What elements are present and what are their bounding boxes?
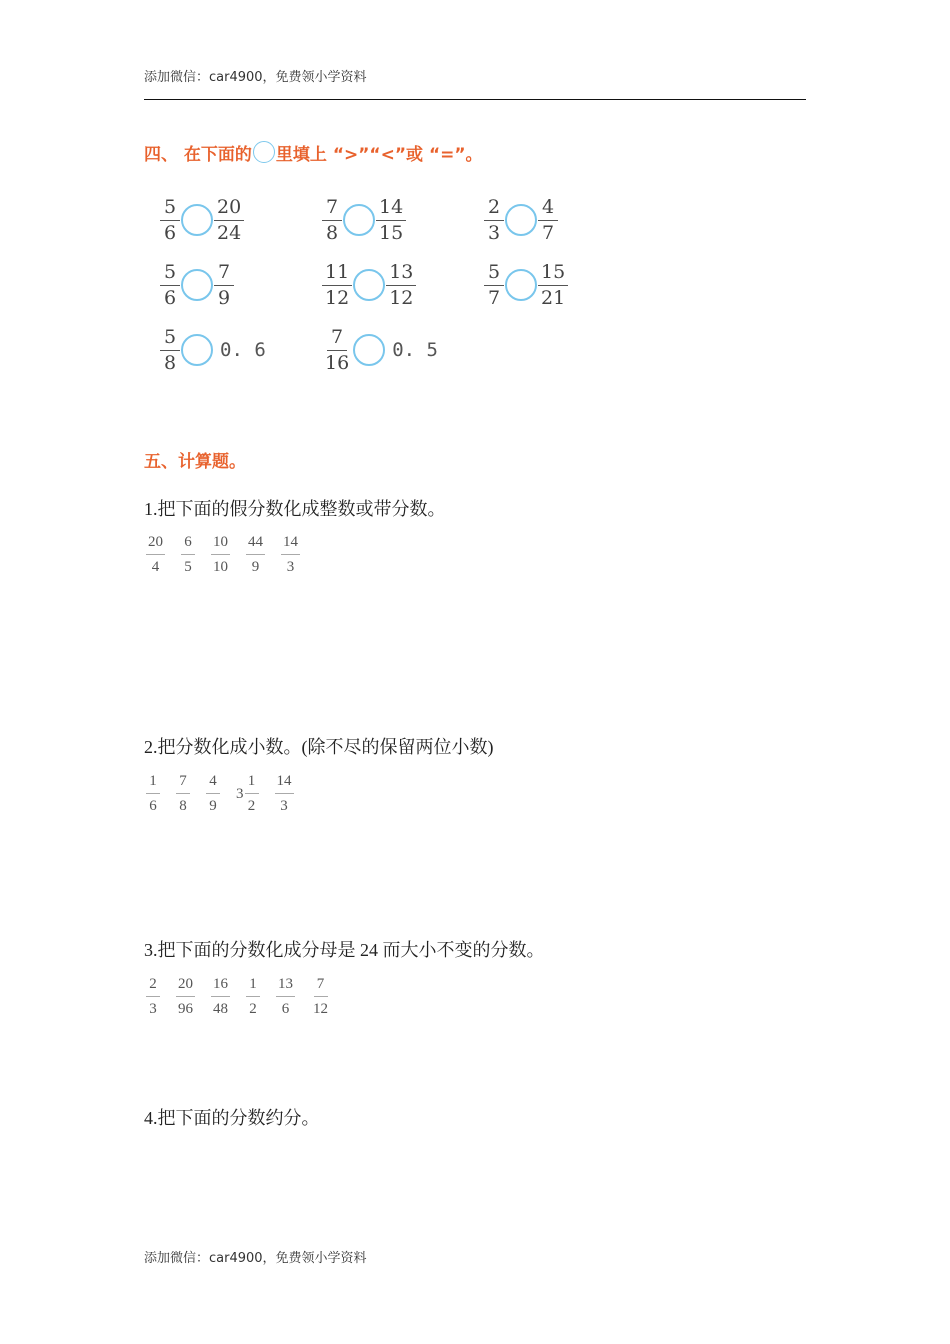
- fraction-right: $\frac{7}{9}$: [214, 263, 234, 308]
- fraction: $\frac{20}{4}$: [148, 534, 163, 575]
- compare-item: [322, 324, 438, 376]
- answer-circle[interactable]: [181, 204, 213, 236]
- fraction: $\frac{44}{9}$: [248, 534, 263, 575]
- answer-circle[interactable]: [505, 269, 537, 301]
- answer-circle[interactable]: [353, 269, 385, 301]
- fraction-right: $\frac{20}{24}$: [214, 198, 244, 243]
- compare-item: [322, 259, 416, 311]
- fraction: $\frac{14}{3}$: [276, 773, 292, 814]
- problem-3-text: 3.把下面的分数化成分母是 24 而大小不变的分数。: [144, 940, 545, 960]
- fraction-left: $\frac{7}{16}$: [325, 325, 350, 374]
- section-5-title: 五、计算题。: [144, 452, 246, 472]
- fraction-right: $\frac{4}{7}$: [538, 198, 558, 243]
- fraction-left: $\frac{11}{12}$: [322, 263, 352, 308]
- fraction: $\frac{1}{6}$: [146, 774, 160, 814]
- section-4-title-part1: 四、 在下面的: [144, 145, 252, 165]
- answer-circle[interactable]: [181, 334, 213, 366]
- header-text: 添加微信：car4900，免费领小学资料: [144, 70, 367, 85]
- fraction-left: $\frac{7}{8}$: [322, 198, 342, 243]
- compare-item: [484, 194, 558, 246]
- fraction: $\frac{10}{10}$: [213, 534, 228, 575]
- fraction: $\frac{14}{3}$: [283, 534, 298, 575]
- fraction: $\frac{20}{96}$: [178, 976, 193, 1017]
- fraction: $\frac{1}{2}$: [245, 774, 259, 814]
- compare-item: [160, 259, 234, 311]
- fraction-left: $\frac{2}{3}$: [484, 198, 504, 243]
- header-divider: [144, 99, 806, 100]
- fraction: $\frac{7}{12}$: [313, 976, 328, 1017]
- problem-4-text: 4.把下面的分数约分。: [144, 1108, 320, 1128]
- fraction-right: $\frac{14}{15}$: [376, 198, 406, 243]
- answer-circle[interactable]: [181, 269, 213, 301]
- fraction-right: $\frac{13}{12}$: [386, 263, 416, 308]
- problem-1-text: 1.把下面的假分数化成整数或带分数。: [144, 499, 446, 519]
- compare-item: [322, 194, 406, 246]
- section-4-title: [144, 140, 483, 165]
- problem-2-text: 2.把分数化成小数。(除不尽的保留两位小数): [144, 737, 494, 757]
- fraction-right: $\frac{15}{21}$: [538, 263, 568, 308]
- answer-circle[interactable]: [343, 204, 375, 236]
- fraction: $\frac{6}{5}$: [181, 535, 195, 575]
- compare-item: [160, 324, 266, 376]
- fraction: $\frac{1}{2}$: [246, 977, 260, 1017]
- fraction-left: $\frac{5}{7}$: [484, 263, 504, 308]
- circle-icon: [253, 141, 275, 163]
- fraction: $\frac{13}{6}$: [278, 976, 293, 1017]
- decimal-value: 0. 5: [392, 339, 438, 361]
- answer-circle[interactable]: [505, 204, 537, 236]
- fraction-left: $\frac{5}{6}$: [160, 263, 180, 308]
- decimal-value: 0. 6: [220, 339, 266, 361]
- fraction: $\frac{4}{9}$: [206, 774, 220, 814]
- answer-circle[interactable]: [353, 334, 385, 366]
- compare-item: [160, 194, 244, 246]
- fraction: $\frac{7}{8}$: [176, 774, 190, 814]
- mixed-number: 3 $\frac{1}{2}$: [236, 774, 259, 814]
- fraction-left: $\frac{5}{8}$: [160, 328, 180, 373]
- fraction: $\frac{2}{3}$: [146, 977, 160, 1017]
- fraction-left: $\frac{5}{6}$: [160, 198, 180, 243]
- compare-item: [484, 259, 568, 311]
- problem-2-fractions: [146, 774, 310, 814]
- fraction: $\frac{16}{48}$: [213, 976, 228, 1017]
- section-4-title-part2: 里填上 “>”“<”或 “=”。: [275, 145, 483, 165]
- problem-3-fractions: [146, 977, 346, 1017]
- footer-text: 添加微信：car4900，免费领小学资料: [144, 1251, 367, 1266]
- problem-1-fractions: [146, 535, 316, 575]
